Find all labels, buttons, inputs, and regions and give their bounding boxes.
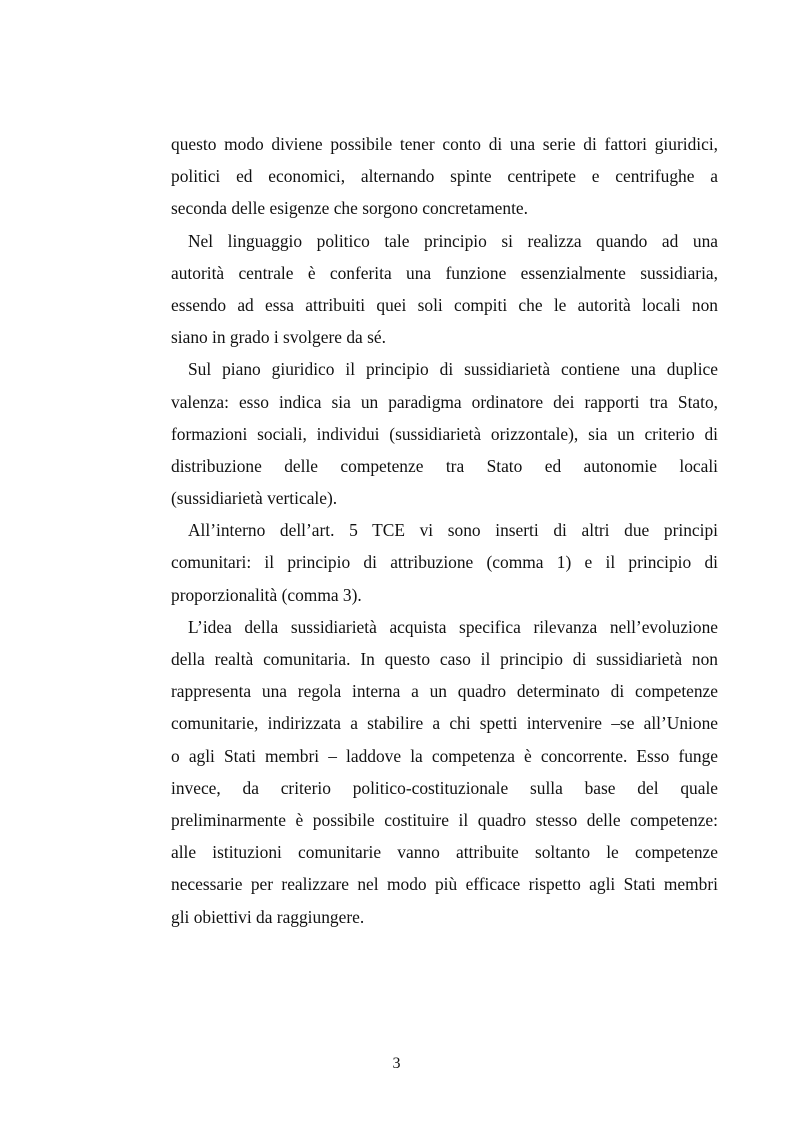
text-line: della realtà comunitaria. In questo caso il principio di sussidiarietà non <box>171 649 718 669</box>
text-line: L’idea della sussidiarietà acquista specifica rilevanza nell’evoluzione <box>188 616 718 637</box>
text-line: preliminarmente è possibile costituire il quadro stesso delle competenze: <box>171 809 718 830</box>
text-line: necessarie per realizzare nel modo più efficace rispetto agli Stati membri <box>171 874 718 895</box>
page-number: 3 <box>392 1055 401 1072</box>
text-line: seconda delle esigenze che sorgono concretamente. <box>171 198 528 219</box>
text-line: autorità centrale è conferita una funzione essenzialmente sussidiaria, <box>171 262 718 283</box>
paragraph <box>171 128 718 225</box>
text-line: formazioni sociali, individui (sussidiarietà orizzontale), sia un criterio di <box>171 423 718 444</box>
text-line: invece, da criterio politico-costituzionale sulla base del quale <box>171 777 718 798</box>
text-line: distribuzione delle competenze tra Stato ed autonomie locali <box>171 455 718 476</box>
text-line: Nel linguaggio politico tale principio si realizza quando ad una <box>188 230 718 251</box>
paragraph <box>171 611 718 933</box>
text-line: comunitari: il principio di attribuzione (comma 1) e il principio di <box>171 552 718 573</box>
text-line: o agli Stati membri – laddove la competenza è concorrente. Esso funge <box>171 745 718 766</box>
text-line: alle istituzioni comunitarie vanno attribuite soltanto le competenze <box>171 842 718 863</box>
text-line: (sussidiarietà verticale). <box>171 488 338 509</box>
text-line: essendo ad essa attribuiti quei soli compiti che le autorità locali non <box>171 294 718 315</box>
text-line: siano in grado i svolgere da sé. <box>171 327 386 348</box>
paragraph <box>171 225 718 354</box>
paragraph <box>171 353 718 514</box>
text-line: comunitarie, indirizzata a stabilire a chi spetti intervenire –se all’Unione <box>171 713 718 734</box>
text-line: Sul piano giuridico il principio di sussidiarietà contiene una duplice <box>188 359 718 380</box>
text-line: questo modo diviene possibile tener conto di una serie di fattori giuridici, <box>171 134 718 154</box>
page-body <box>171 128 718 933</box>
paragraph <box>171 514 718 611</box>
text-line: politici ed economici, alternando spinte centripete e centrifughe a <box>171 166 718 187</box>
text-line: gli obiettivi da raggiungere. <box>171 906 365 927</box>
text-line: rappresenta una regola interna a un quadro determinato di competenze <box>171 681 718 702</box>
text-line: valenza: esso indica sia un paradigma ordinatore dei rapporti tra Stato, <box>171 391 718 412</box>
text-line: All’interno dell’art. 5 TCE vi sono inserti di altri due principi <box>188 520 718 541</box>
text-line: proporzionalità (comma 3). <box>171 584 362 605</box>
